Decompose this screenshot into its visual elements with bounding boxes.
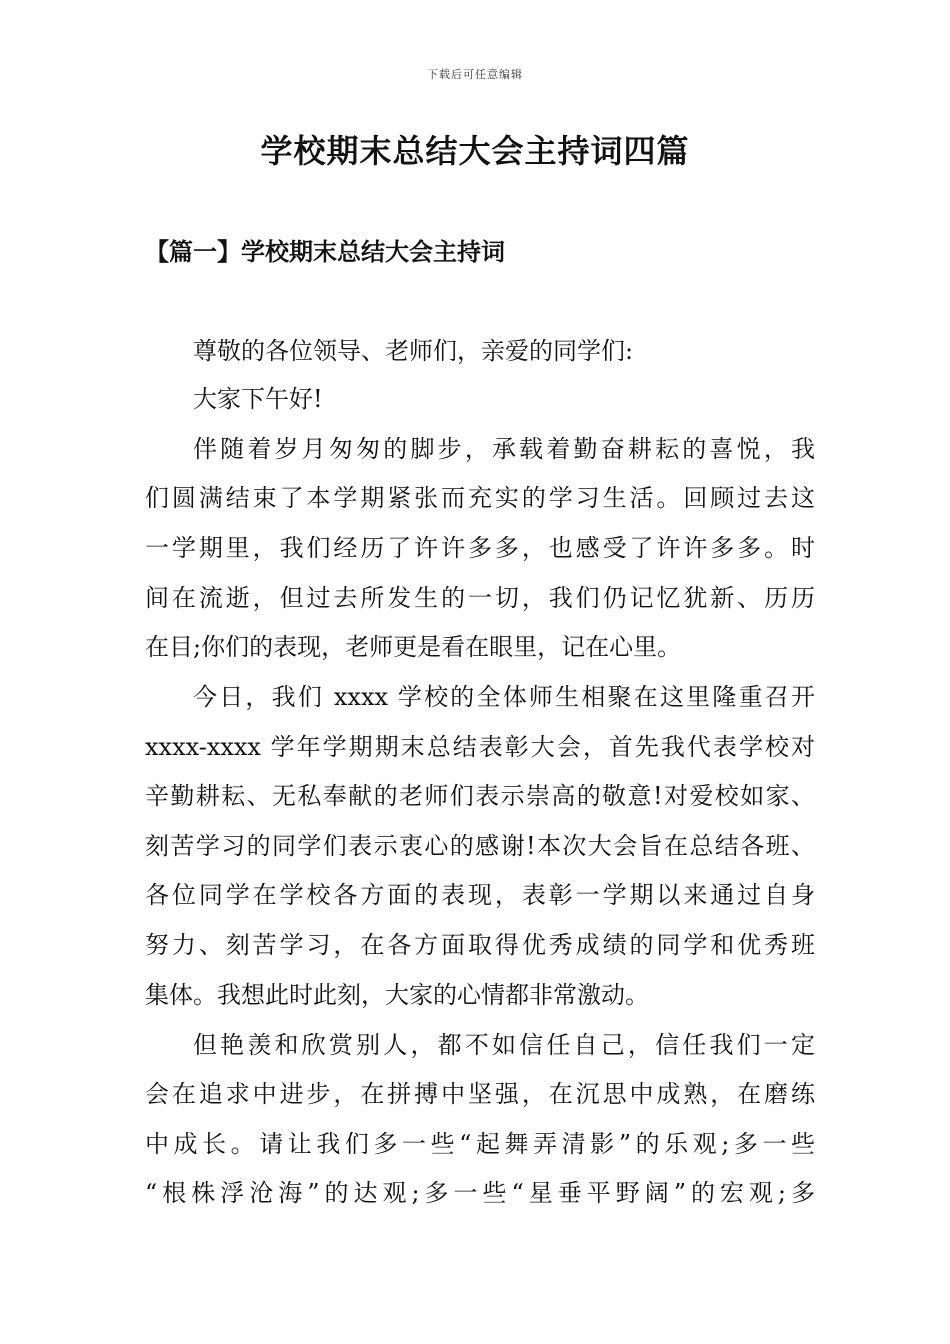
salutation-line: 尊敬的各位领导、老师们，亲爱的同学们: xyxy=(193,337,634,365)
paragraph-line: 各位同学在学校各方面的表现，表彰一学期以来通过自身 xyxy=(145,881,815,909)
paragraph-line: 们圆满结束了本学期紧张而充实的学习生活。回顾过去这 xyxy=(145,484,815,512)
header-note: 下载后可任意编辑 xyxy=(427,68,523,81)
section-heading: 【篇一】学校期末总结大会主持词 xyxy=(145,237,505,266)
paragraph-line: 努力、刻苦学习，在各方面取得优秀成绩的同学和优秀班 xyxy=(145,931,815,959)
paragraph-line: 集体。我想此时此刻，大家的心情都非常激动。 xyxy=(145,981,649,1009)
paragraph-line: 伴随着岁月匆匆的脚步，承载着勤奋耕耘的喜悦，我 xyxy=(193,435,815,463)
paragraph-line: 今日，我们 xxxx 学校的全体师生相聚在这里隆重召开 xyxy=(193,683,815,711)
paragraph-line: “根株浮沧海”的达观;多一些“星垂平野阔”的宏观;多 xyxy=(145,1179,815,1207)
paragraph-line: 一学期里，我们经历了许许多多，也感受了许许多多。时 xyxy=(145,534,815,562)
paragraph-line: 在目;你们的表现，老师更是看在眼里，记在心里。 xyxy=(145,633,682,661)
paragraph-line: 中成长。请让我们多一些“起舞弄清影”的乐观;多一些 xyxy=(145,1130,815,1158)
paragraph-line: 会在追求中进步，在拼搏中坚强，在沉思中成熟，在磨练 xyxy=(145,1080,815,1108)
paragraph-line: 间在流逝，但过去所发生的一切，我们仍记忆犹新、历历 xyxy=(145,584,815,612)
greeting-line: 大家下午好! xyxy=(193,385,323,413)
paragraph-line: 刻苦学习的同学们表示衷心的感谢!本次大会旨在总结各班、 xyxy=(145,832,815,860)
paragraph-line: xxxx-xxxx 学年学期期末总结表彰大会，首先我代表学校对 xyxy=(145,733,815,761)
document-title: 学校期末总结大会主持词四篇 xyxy=(260,132,690,170)
paragraph-line: 但艳羡和欣赏别人，都不如信任自己，信任我们一定 xyxy=(193,1031,815,1059)
paragraph-line: 辛勤耕耘、无私奉献的老师们表示崇高的敬意!对爱校如家、 xyxy=(145,782,815,810)
